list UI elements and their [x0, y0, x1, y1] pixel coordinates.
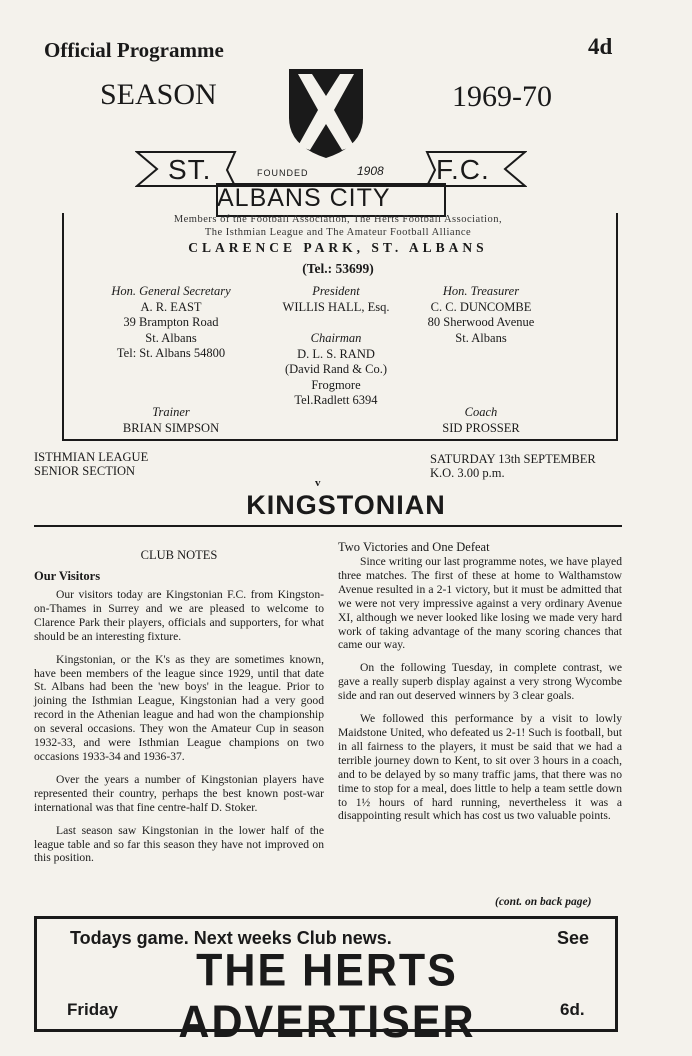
crest-founded-year: 1908	[357, 164, 384, 178]
crest-club-name: ALBANS CITY	[217, 184, 391, 212]
officer-phone: Tel.Radlett 6394	[294, 393, 378, 408]
paragraph: Over the years a number of Kingstonian players have represented their country, perhaps the best known post-war international was that fine centre-half D. Stoker.	[34, 772, 324, 814]
club-shield-icon	[286, 66, 366, 160]
officer-trainer	[76, 405, 266, 436]
paragraph: Our visitors today are Kingstonian F.C. from Kingston-on-Thames in Surrey and we are pleased to welcome to Clarence Park their players, officials and supporters, for what should be an interesting fixture.	[34, 588, 324, 643]
club-notes-heading: CLUB NOTES	[140, 548, 218, 562]
continued-note: (cont. on back page)	[495, 896, 592, 908]
membership-line: Members of the Football Association, The Herts Football Association,	[173, 214, 503, 225]
officer-chairman	[241, 331, 431, 409]
crest-st: ST.	[168, 154, 212, 185]
officer-role: Hon. Treasurer	[442, 284, 520, 298]
advert-see: See	[557, 928, 590, 948]
officer-phone: Tel: St. Albans 54800	[116, 346, 226, 361]
officer-address: 39 Brampton Road	[123, 315, 219, 330]
match-kickoff: K.O. 3.00 p.m.	[430, 466, 505, 480]
paragraph: Since writing our last programme notes, we have played three matches. The first of these at home to Walthamstow Avenue resulted in a 2-1 victory, but it must be admitted that we were not very impressive against a very ordinary Avenue XI, although we never looked like losing we made very hard work of taking advantage of the many scoring chances that came our way.	[338, 555, 622, 652]
results-body	[338, 555, 622, 823]
officer-role: Hon. General Secretary	[111, 284, 231, 298]
results-heading: Two Victories and One Defeat	[338, 540, 490, 554]
league-name: ISTHMIAN LEAGUE	[34, 450, 149, 464]
officer-address: 80 Sherwood Avenue	[427, 315, 535, 330]
paragraph: Last season saw Kingstonian in the lower half of the league table and so far this season they have not improved on this position.	[34, 823, 324, 865]
opponent-name: KINGSTONIAN	[246, 490, 446, 520]
paragraph: On the following Tuesday, in complete contrast, we gave a really superb display against a very strong Wycombe side and ran out deserved winners by 3 clear goals.	[338, 661, 622, 703]
officer-role: Coach	[464, 405, 498, 419]
advert-day: Friday	[67, 1000, 119, 1019]
season-years: 1969-70	[452, 80, 552, 113]
paragraph: Kingstonian, or the K's as they are sometimes known, have been members of the league since 1929, until that date St. Albans had been the 'new boys' in the league. Prior to joining the Isthmian League, Kingstonian had a very good record in the Athenian league and had won the championship on several occasions. They won the Amateur Cup in season 1932-33, and were Isthmian League champions on two occasions 1933-34 and 1936-37.	[34, 652, 324, 763]
club-telephone: (Tel.: 53699)	[302, 261, 374, 276]
officer-role: President	[312, 284, 360, 298]
officer-town: St. Albans	[145, 330, 197, 345]
membership-line: The Isthmian League and The Amateur Football Alliance	[204, 227, 472, 238]
officer-company: (David Rand & Co.)	[284, 362, 388, 377]
officer-town: St. Albans	[455, 330, 507, 345]
advert-price: 6d.	[560, 1000, 585, 1019]
officer-town: Frogmore	[311, 377, 361, 392]
crest-fc: F.C.	[436, 154, 490, 185]
officer-coach	[386, 405, 576, 436]
officer-name: A. R. EAST	[140, 299, 202, 314]
match-date: SATURDAY 13th SEPTEMBER	[430, 452, 596, 466]
match-date-info	[430, 452, 596, 480]
officer-role: Trainer	[152, 405, 190, 419]
advert-newspaper-name: THE HERTS ADVERTISER	[178, 945, 476, 1048]
versus-label: v	[315, 477, 321, 489]
officer-name: C. C. DUNCOMBE	[430, 299, 532, 314]
ground-name: CLARENCE PARK, ST. ALBANS	[188, 240, 488, 255]
league-section: SENIOR SECTION	[34, 464, 136, 478]
season-label: SEASON	[100, 78, 217, 111]
programme-price: 4d	[588, 34, 613, 59]
programme-label: Official Programme	[44, 38, 224, 62]
officer-name: SID PROSSER	[442, 420, 520, 435]
paragraph: We followed this performance by a visit to lowly Maidstone United, who defeated us 2-1! Such is football, but in all fairness to the players, it must be said that we had a terrible journey down to Kent, to sit over 3 hours in a coach, and to be delayed by so many traffic jams, that there was no time to stop for a meal, does little to help a team settle down to 1½ hours of hard running, nevertheless it was a disappointing result which has cost us two valuable points.	[338, 712, 622, 823]
officer-secretary	[76, 284, 266, 362]
section-divider	[34, 525, 622, 527]
advert-tagline: Todays game. Next weeks Club news.	[70, 928, 392, 948]
officer-name: BRIAN SIMPSON	[122, 420, 220, 435]
crest-founded: FOUNDED	[257, 168, 309, 178]
officer-role: Chairman	[310, 331, 362, 345]
league-info	[34, 450, 148, 478]
officer-name: D. L. S. RAND	[297, 346, 375, 361]
officer-name: WILLIS HALL, Esq.	[282, 299, 390, 314]
club-notes-body	[34, 588, 324, 865]
our-visitors-heading: Our Visitors	[34, 569, 101, 583]
